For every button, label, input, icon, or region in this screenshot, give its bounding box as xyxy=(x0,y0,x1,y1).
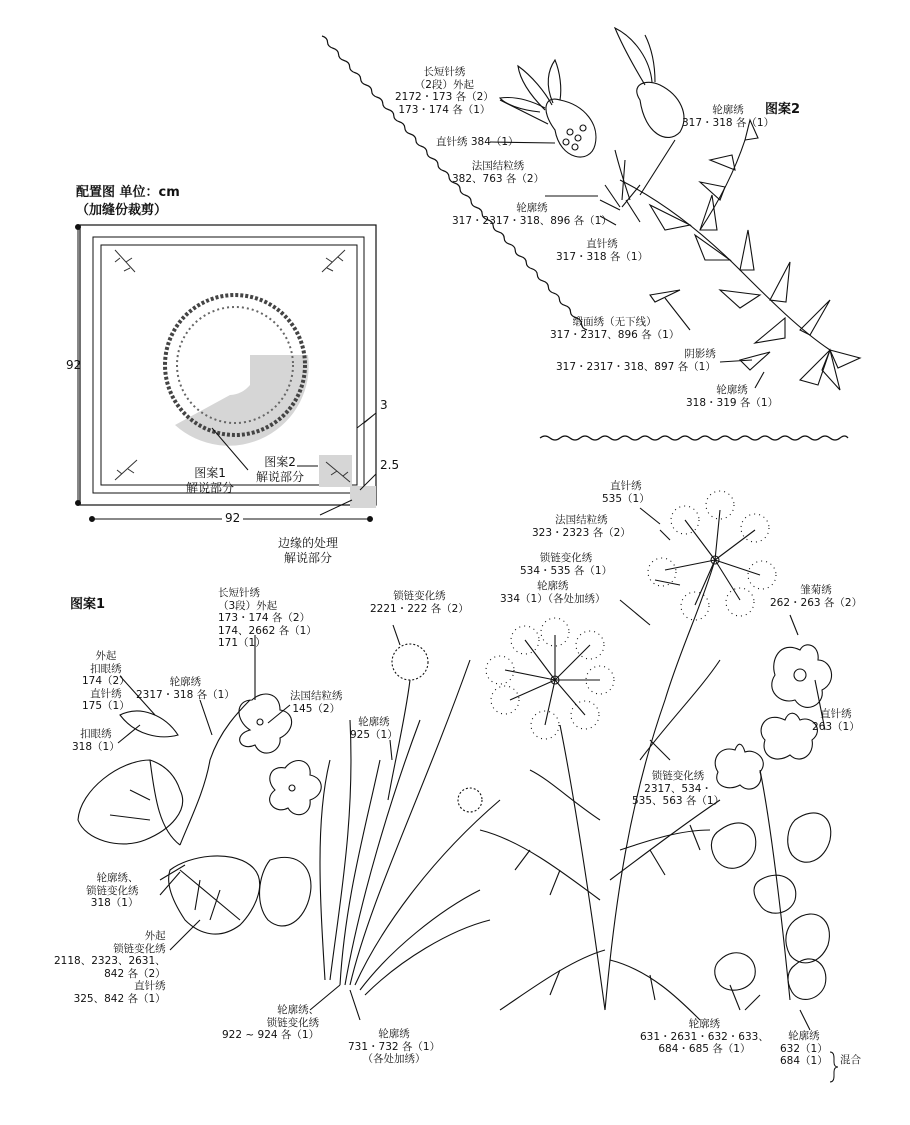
p2-french-knot-label: 法国结粒绣 382、763 各（2） xyxy=(452,160,545,185)
p2-long-short-label: 长短针绣 （2段）外起 2172・173 各（2） 173・174 各（1） xyxy=(395,66,494,116)
p1-outline-chain-922-label: 轮廓绣、 锁链变化绣 922 ~ 924 各（1） xyxy=(222,1004,320,1041)
p2-straight-384-label: 直针绣 384（1） xyxy=(436,136,519,148)
right-leaf-4 xyxy=(786,914,830,963)
moth-wing xyxy=(120,711,178,737)
right-leaf-5 xyxy=(715,953,756,990)
daisy-flower xyxy=(711,645,831,1000)
strawberry-leaf-large xyxy=(78,760,183,844)
rose-hip-bud-right xyxy=(615,28,684,137)
wavy-bottom-border xyxy=(540,436,848,440)
p1-outline-631-label: 轮廓绣 631・2631・632・633、 684・685 各（1） xyxy=(640,1018,769,1055)
p2-straight-317-label: 直针绣 317・318 各（1） xyxy=(556,238,649,263)
p2-shadow-label: 阴影绣 317・2317・318、897 各（1） xyxy=(556,348,716,373)
p1-french-knot-label: 法国结粒绣 145（2） xyxy=(290,690,343,715)
corner-sprig-bottom-left xyxy=(115,460,137,480)
p1-chain-2221-label: 锁链变化绣 2221・222 各（2） xyxy=(370,590,469,615)
p1-outside-chain-label: 外起 锁链变化绣 2118、2323、2631、 842 各（2） 直针绣 325、842 各（1） xyxy=(54,930,166,1005)
dim-width-label: 92 xyxy=(222,511,243,525)
p1-outline-334-label: 轮廓绣 334（1）（各处加绣） xyxy=(500,580,606,605)
pattern2-area-caption: 图案2 解说部分 xyxy=(256,455,305,484)
pattern2-title: 图案2 xyxy=(765,102,801,117)
p1-straight-535-label: 直针绣 535（1） xyxy=(602,480,650,505)
p2-satin-label: 缎面绣（无下线） 317・2317、896 各（1） xyxy=(550,316,680,341)
p1-outline-chain-318-label: 轮廓绣、 锁链变化绣 318（1） xyxy=(86,872,139,909)
p2-outline-bottom-label: 轮廓绣 318・319 各（1） xyxy=(686,384,779,409)
right-leaf-1 xyxy=(788,813,831,862)
pattern1-shade xyxy=(175,355,309,446)
p1-chain-534-label: 锁链变化绣 534・535 各（1） xyxy=(520,552,613,577)
dandelion-puff xyxy=(388,644,482,812)
mix-brace xyxy=(830,1052,838,1082)
right-leaf-6 xyxy=(788,959,826,1000)
right-leaf-2 xyxy=(711,823,755,868)
edge-area-caption: 边缘的处理 解说部分 xyxy=(278,536,339,565)
cloth-inner-border xyxy=(93,237,364,493)
p1-outline-925-label: 轮廓绣 925（1） xyxy=(350,716,398,741)
p2-outline-stem-label: 轮廓绣 317・2317・318、896 各（1） xyxy=(452,202,612,227)
strawberry-leaf-right xyxy=(260,857,311,926)
stem-branch xyxy=(700,140,745,230)
right-leaf-3 xyxy=(754,875,796,913)
p1-outline-2317-label: 轮廓绣 2317・318 各（1） xyxy=(136,676,235,701)
p1-straight-263-label: 直针绣 263（1） xyxy=(812,708,860,733)
p1-outline-731-label: 轮廓绣 731・732 各（1） （各处加绣） xyxy=(348,1028,441,1065)
strawberry-leaf-lower xyxy=(169,856,260,934)
pattern1-title: 图案1 xyxy=(70,597,106,612)
wavy-diagonal-border xyxy=(322,0,587,375)
layout-title: 配置图 单位：cm xyxy=(76,185,180,200)
corner-sprig-top-left xyxy=(115,250,135,272)
umbel-left xyxy=(486,618,614,739)
umbel-right xyxy=(648,491,776,620)
p1-mix-label: 混合 xyxy=(840,1054,861,1066)
p1-french-323-label: 法国结粒绣 323・2323 各（2） xyxy=(532,514,631,539)
dim-inner-label: 2.5 xyxy=(380,458,400,472)
p1-daisy-label: 雏菊绣 262・263 各（2） xyxy=(770,584,863,609)
corner-sprig-top-right xyxy=(322,250,345,272)
dim-margin-label: 3 xyxy=(380,398,388,412)
p1-long-short-label: 长短针绣 （3段）外起 173・174 各（2） 174、2662 各（1） 171（1） xyxy=(218,587,317,649)
p1-buttonhole-318-label: 扣眼绣 318（1） xyxy=(72,728,120,753)
layout-subtitle: （加缝份裁剪） xyxy=(76,203,168,218)
p2-outline-top-label: 轮廓绣 317・318 各（1） xyxy=(682,104,775,129)
grass-blades xyxy=(320,660,500,995)
p1-outline-632-label: 轮廓绣 632（1） 684（1） xyxy=(780,1030,828,1067)
p1-buttonhole-label: 外起 扣眼绣 174（2） 直针绣 175（1） xyxy=(82,650,130,712)
p1-chain-2317-label: 锁链变化绣 2317、534・ 535、563 各（1） xyxy=(632,770,725,807)
pattern1-area-caption: 图案1 解说部分 xyxy=(186,466,235,495)
fern-foliage xyxy=(480,660,720,1020)
cloth-hem-line xyxy=(101,245,357,485)
pattern2-shade xyxy=(319,455,352,487)
pattern1-artwork xyxy=(78,491,832,1030)
dim-height-label: 92 xyxy=(66,358,82,372)
edge-shade xyxy=(350,486,376,508)
